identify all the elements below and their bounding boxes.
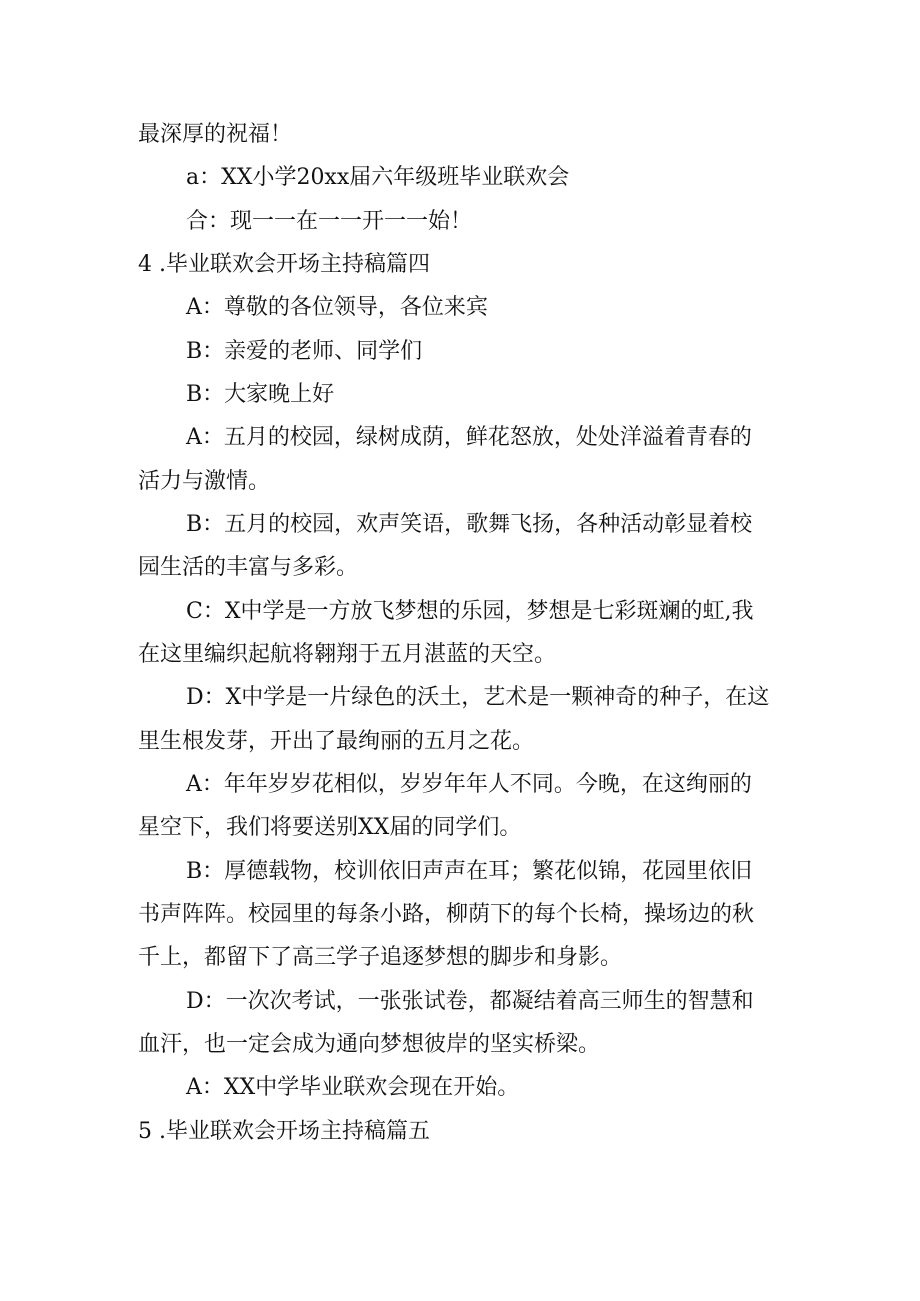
text-line: B：厚德载物，校训依旧声声在耳；繁花似锦，花园里依旧 — [186, 859, 753, 884]
text-line: 活力与激情。 — [138, 469, 271, 494]
text-line: 星空下，我们将要送别XX届的同学们。 — [138, 815, 522, 840]
text-line: B：亲爱的老师、同学们 — [186, 339, 423, 364]
section-heading: 4 .毕业联欢会开场主持稿篇四 — [138, 252, 430, 277]
text-line: A：XX中学毕业联欢会现在开始。 — [186, 1075, 520, 1100]
text-line: a：XX小学20xx届六年级班毕业联欢会 — [186, 165, 570, 190]
text-line: D：一次次考试，一张张试卷，都凝结着高三师生的智慧和 — [186, 989, 754, 1014]
text-line: 血汗，也一定会成为通向梦想彼岸的坚实桥梁。 — [138, 1032, 601, 1057]
text-line: 合：现一一在一一开一一始！ — [186, 209, 473, 234]
text-line: D：X中学是一片绿色的沃土，艺术是一颗神奇的种子，在这 — [186, 685, 770, 710]
text-line: 最深厚的祝福！ — [138, 122, 293, 147]
text-line: 书声阵阵。校园里的每条小路，柳荫下的每个长椅，操场边的秋 — [138, 902, 755, 927]
text-line: 在这里编织起航将翱翔于五月湛蓝的天空。 — [138, 642, 557, 667]
text-line: B：五月的校园，欢声笑语，歌舞飞扬，各种活动彰显着校 — [186, 512, 753, 537]
text-line: A：年年岁岁花相似，岁岁年年人不同。今晚，在这绚丽的 — [186, 772, 752, 797]
text-line: 里生根发芽，开出了最绚丽的五月之花。 — [138, 729, 535, 754]
section-heading: 5 .毕业联欢会开场主持稿篇五 — [138, 1119, 430, 1144]
text-line: A：五月的校园，绿树成荫，鲜花怒放，处处洋溢着青春的 — [186, 425, 752, 450]
text-line: 千上，都留下了高三学子追逐梦想的脚步和身影。 — [138, 945, 623, 970]
text-line: C：X中学是一方放飞梦想的乐园，梦想是七彩斑斓的虹,我 — [186, 599, 754, 624]
text-line: B：大家晚上好 — [186, 382, 335, 407]
text-line: 园生活的丰富与多彩。 — [138, 555, 359, 580]
text-line: A：尊敬的各位领导，各位来宾 — [186, 295, 488, 320]
